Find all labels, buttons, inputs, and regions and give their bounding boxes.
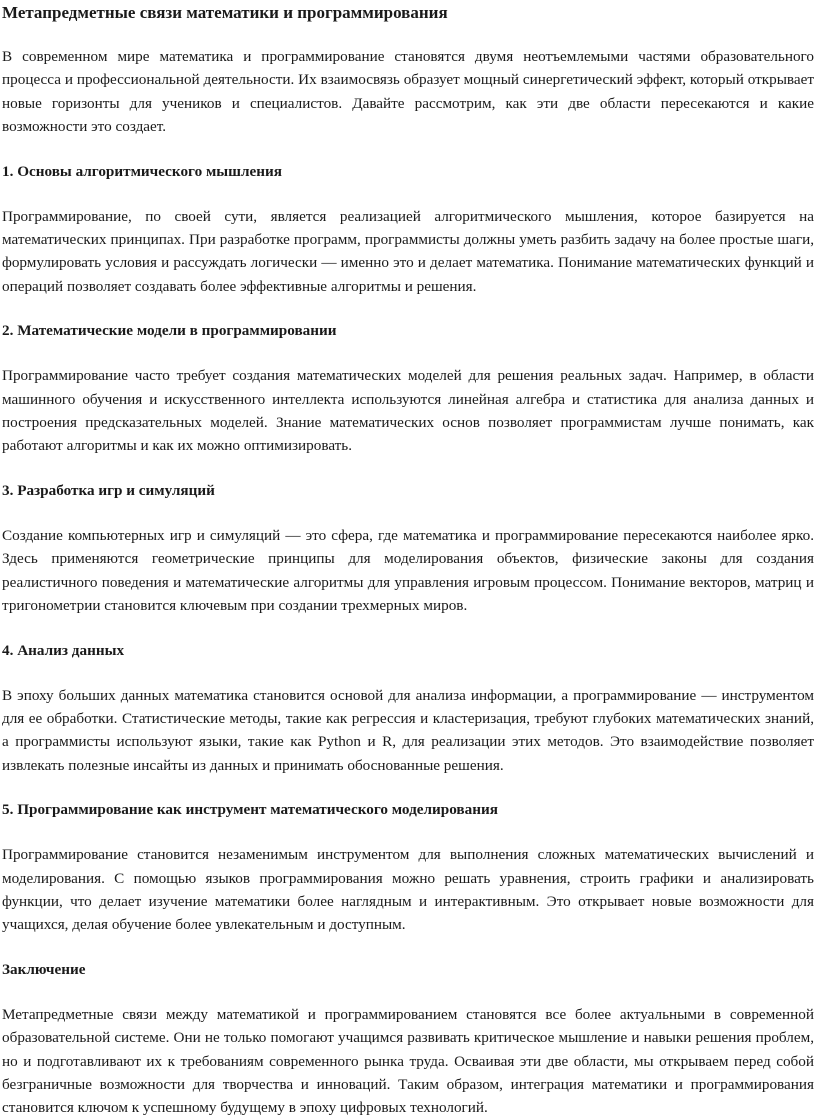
document-title: Метапредметные связи математики и программирования	[2, 3, 448, 22]
section-paragraph-2: Программирование часто требует создания математических моделей для решения реальных задач. Например, в области машинного обучения и искусственного интеллекта используются линейная алгебра и статистика для анализа данных и построения предсказательных моделей. Знание математических основ позволяет программистам лучше понимать, как работают алгоритмы и как их можно оптимизировать.	[2, 367, 814, 455]
section-paragraph-1: Программирование, по своей сути, является реализацией алгоритмического мышления, которое базируется на математических принципах. При разработке программ, программисты должны уметь разбить задачу на более простые шаги, формулировать условия и рассуждать логически — именно это и делает математика. Понимание математических функций и операций позволяет создавать более эффективные алгоритмы и решения.	[2, 207, 814, 295]
spacer	[2, 342, 816, 364]
spacer	[2, 981, 816, 1003]
section-heading-1: 1. Основы алгоритмического мышления	[2, 162, 282, 180]
section-paragraph-3: Создание компьютерных игр и симуляций — это сфера, где математика и программирование пересекаются наиболее ярко. Здесь применяются геометрические принципы для моделирования объектов, физические законы для создания реалистичного поведения и математические алгоритмы для управления игровым процессом. Понимание векторов, матриц и тригонометрии становится ключевым при создании трехмерных миров.	[2, 526, 814, 615]
spacer	[2, 821, 816, 843]
spacer	[2, 662, 816, 684]
section-heading-2: 2. Математические модели в программировании	[2, 322, 337, 340]
spacer	[2, 298, 816, 320]
spacer	[2, 458, 816, 480]
section-heading-3: 3. Разработка игр и симуляций	[2, 481, 215, 499]
spacer	[2, 502, 816, 524]
conclusion-paragraph: Метапредметные связи между математикой и программированием становятся все более актуальными в современной образовательной системе. Они не только помогают учащимся развивать критическое мышление и навыки решения проблем, но и подготавливают их к требованиям современного рынка труда. Осваивая эти две области, мы открываем перед собой безграничные возможности для творчества и инноваций. Таким образом, интеграция математики и программирования становится ключом к успешному будущему в эпоху цифровых технологий.	[2, 1005, 814, 1117]
spacer	[2, 183, 816, 205]
intro-paragraph: В современном мире математика и программирование становятся двумя неотъемлемыми частями образовательного процесса и профессиональной деятельности. Их взаимосвязь образует мощный синергетический эффект, который открывает новые горизонты для учеников и специалистов. Давайте рассмотрим, как эти две области пересекаются и какие возможности это создает.	[2, 48, 814, 136]
spacer	[2, 139, 816, 161]
spacer	[2, 618, 816, 640]
spacer	[2, 777, 816, 799]
section-heading-4: 4. Анализ данных	[2, 641, 125, 659]
spacer	[2, 937, 816, 959]
section-paragraph-5: Программирование становится незаменимым инструментом для выполнения сложных математических вычислений и моделирования. С помощью языков программирования можно решать уравнения, строить графики и анализировать функции, что делает изучение математики более наглядным и интерактивным. Это открывает новые возможности для учащихся, делая обучение более увлекательным и доступным.	[2, 846, 814, 934]
section-heading-5: 5. Программирование как инструмент математического моделирования	[2, 801, 498, 819]
section-paragraph-4: В эпоху больших данных математика становится основой для анализа информации, а программирование — инструментом для ее обработки. Статистические методы, такие как регрессия и кластеризация, требуют глубоких математических знаний, а программисты используют языки, такие как Python и R, для реализации этих методов. Это взаимодействие позволяет извлекать полезные инсайты из данных и принимать обоснованные решения.	[2, 686, 814, 774]
conclusion-heading: Заключение	[2, 960, 86, 978]
